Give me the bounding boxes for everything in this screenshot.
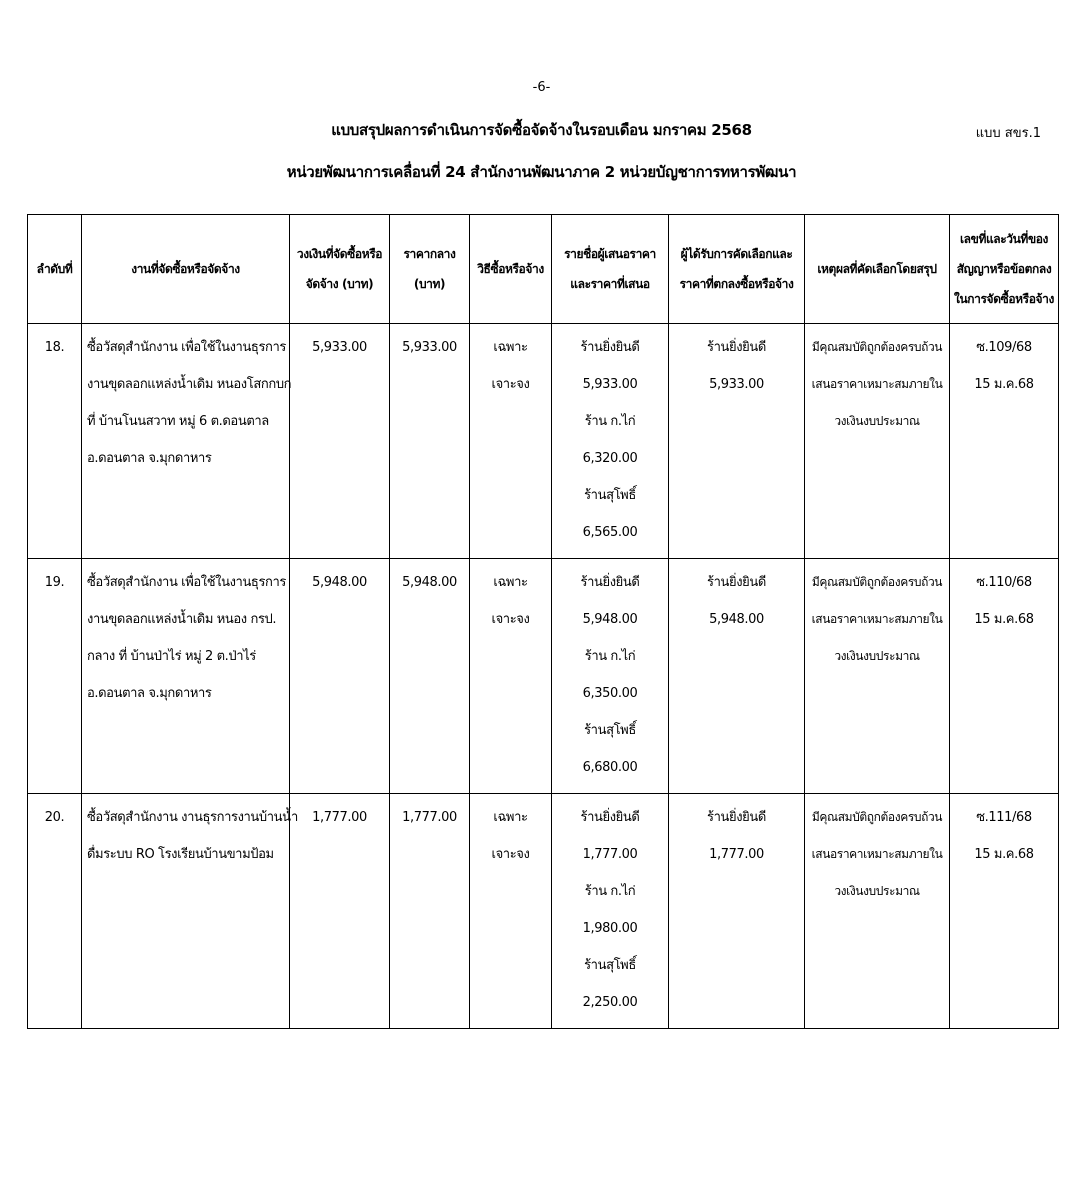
work-description: ซื้อวัสดุสำนักงาน เพื่อใช้ในงานธุรการ งานขุดลอกแหล่งน้ำเดิม หนองโสกกบก ที่ บ้านโนนสวาท หมู่ 6 ต.ดอนตาล อ.ดอนตาล จ.มุกดาหาร [82, 324, 290, 559]
table-header-row [28, 215, 1059, 324]
document-subtitle: หน่วยพัฒนาการเคลื่อนที่ 24 สำนักงานพัฒนาภาค 2 หน่วยบัญชาการทหารพัฒนา [286, 163, 797, 181]
procurement-summary-table [27, 214, 1059, 1029]
bidders-list: ร้านยิ่งยินดี 5,948.00 ร้าน ก.ไก่ 6,350.00 ร้านสุโพธิ์ 6,680.00 [552, 559, 669, 794]
header-budget: วงเงินที่จัดซื้อหรือ จัดจ้าง (บาท) [290, 215, 390, 324]
budget-amount: 5,933.00 [290, 324, 390, 559]
table-row [28, 559, 1059, 794]
selection-reason: มีคุณสมบัติถูกต้องครบถ้วน เสนอราคาเหมาะสมภายใน วงเงินงบประมาณ [805, 559, 950, 794]
contract-reference: ซ.110/68 15 ม.ค.68 [950, 559, 1059, 794]
median-price: 5,948.00 [390, 559, 470, 794]
work-description: ซื้อวัสดุสำนักงาน เพื่อใช้ในงานธุรการ งานขุดลอกแหล่งน้ำเดิม หนอง กรป. กลาง ที่ บ้านป่าไร่ หมู่ 2 ต.ป่าไร่ อ.ดอนตาล จ.มุกดาหาร [82, 559, 290, 794]
bidders-list: ร้านยิ่งยินดี 1,777.00 ร้าน ก.ไก่ 1,980.00 ร้านสุโพธิ์ 2,250.00 [552, 794, 669, 1029]
header-work: งานที่จัดซื้อหรือจัดจ้าง [82, 215, 290, 324]
selected-vendor: ร้านยิ่งยินดี 5,948.00 [669, 559, 805, 794]
header-method: วิธีซื้อหรือจ้าง [470, 215, 552, 324]
table-row [28, 794, 1059, 1029]
selection-reason: มีคุณสมบัติถูกต้องครบถ้วน เสนอราคาเหมาะสมภายใน วงเงินงบประมาณ [805, 324, 950, 559]
work-description: ซื้อวัสดุสำนักงาน งานธุรการงานบ้านน้ำ ดื่มระบบ RO โรงเรียนบ้านขามป้อม [82, 794, 290, 1029]
header-no: ลำดับที่ [28, 215, 82, 324]
row-number: 20. [28, 794, 82, 1029]
procurement-method: เฉพาะเจาะจง [470, 324, 552, 559]
header-bidders: รายชื่อผู้เสนอราคา และราคาที่เสนอ [552, 215, 669, 324]
form-code: แบบ สขร.1 [975, 126, 1041, 141]
budget-amount: 1,777.00 [290, 794, 390, 1029]
row-number: 18. [28, 324, 82, 559]
budget-amount: 5,948.00 [290, 559, 390, 794]
selection-reason: มีคุณสมบัติถูกต้องครบถ้วน เสนอราคาเหมาะสมภายใน วงเงินงบประมาณ [805, 794, 950, 1029]
median-price: 5,933.00 [390, 324, 470, 559]
selected-vendor: ร้านยิ่งยินดี 1,777.00 [669, 794, 805, 1029]
header-median-price: ราคากลาง (บาท) [390, 215, 470, 324]
median-price: 1,777.00 [390, 794, 470, 1029]
selected-vendor: ร้านยิ่งยินดี 5,933.00 [669, 324, 805, 559]
document-title: แบบสรุปผลการดำเนินการจัดซื้อจัดจ้างในรอบเดือน มกราคม 2568 [331, 121, 752, 139]
bidders-list: ร้านยิ่งยินดี 5,933.00 ร้าน ก.ไก่ 6,320.00 ร้านสุโพธิ์ 6,565.00 [552, 324, 669, 559]
header-winner: ผู้ได้รับการคัดเลือกและ ราคาที่ตกลงซื้อหรือจ้าง [669, 215, 805, 324]
row-number: 19. [28, 559, 82, 794]
header-contract: เลขที่และวันที่ของ สัญญาหรือข้อตกลง ในการจัดซื้อหรือจ้าง [950, 215, 1059, 324]
contract-reference: ซ.109/68 15 ม.ค.68 [950, 324, 1059, 559]
procurement-method: เฉพาะเจาะจง [470, 794, 552, 1029]
procurement-method: เฉพาะเจาะจง [470, 559, 552, 794]
contract-reference: ซ.111/68 15 ม.ค.68 [950, 794, 1059, 1029]
table-row [28, 324, 1059, 559]
page-number: -6- [532, 80, 551, 95]
header-reason: เหตุผลที่คัดเลือกโดยสรุป [805, 215, 950, 324]
